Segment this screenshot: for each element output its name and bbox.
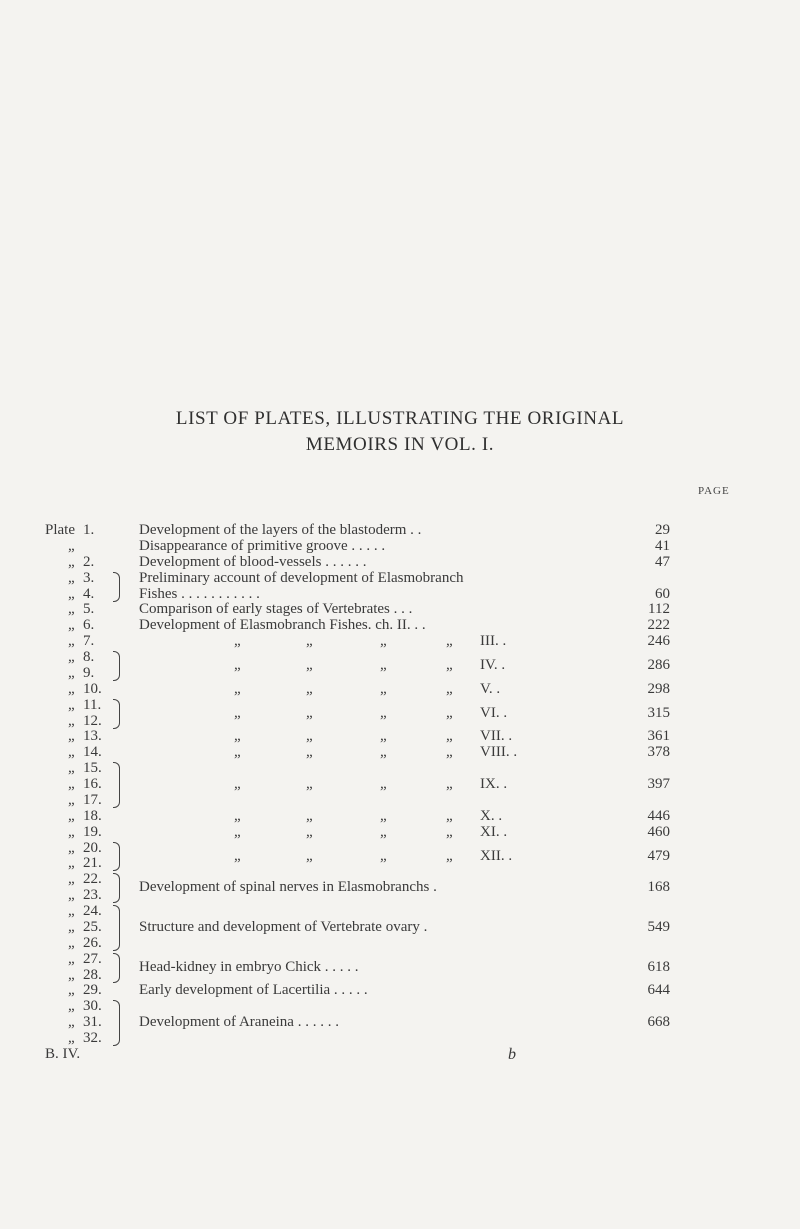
ditto-mark: „ [234, 848, 241, 864]
plate-number: 27. [83, 951, 102, 967]
ditto-mark: „ [446, 633, 453, 649]
ditto-mark: „ [234, 681, 241, 697]
ditto-mark: „ [306, 744, 313, 760]
ditto-mark: „ [446, 728, 453, 744]
ditto-mark: „ [306, 776, 313, 792]
ditto-mark: „ [380, 705, 387, 721]
brace [113, 953, 120, 983]
page-number: 549 [647, 919, 670, 935]
entry-title: Comparison of early stages of Vertebrates . . . [139, 601, 413, 617]
plate-number: 19. [83, 824, 102, 840]
ditto-mark: „ [68, 570, 75, 586]
plate-number: 30. [83, 998, 102, 1014]
chapter-number: V. . [480, 681, 501, 697]
plate-number: 32. [83, 1030, 102, 1046]
ditto-mark: „ [68, 935, 75, 951]
chapter-number: XII. . [480, 848, 513, 864]
ditto-mark: „ [68, 871, 75, 887]
page-number: 246 [647, 633, 670, 649]
ditto-mark: „ [234, 776, 241, 792]
ditto-mark: „ [68, 982, 75, 998]
ditto-mark: „ [68, 998, 75, 1014]
ditto-mark: „ [68, 649, 75, 665]
plate-number: 14. [83, 744, 102, 760]
ditto-mark: „ [68, 744, 75, 760]
plate-label: Plate [45, 522, 75, 538]
chapter-number: VII. . [480, 728, 513, 744]
plate-number: 9. [83, 665, 95, 681]
plate-number: 8. [83, 649, 95, 665]
page-number: 41 [655, 538, 670, 554]
chapter-number: X. . [480, 808, 503, 824]
plate-number: 17. [83, 792, 102, 808]
ditto-mark: „ [446, 848, 453, 864]
entry-title-cont: Fishes . . . . . . . . . . . [139, 586, 260, 602]
entry-title: Structure and development of Vertebrate ovary . [139, 919, 428, 935]
page-number: 644 [647, 982, 670, 998]
page-number: 298 [647, 681, 670, 697]
page-number: 47 [655, 554, 670, 570]
ditto-mark: „ [380, 657, 387, 673]
ditto-mark: „ [234, 808, 241, 824]
ditto-mark: „ [234, 657, 241, 673]
page-number: 479 [647, 848, 670, 864]
ditto-mark: „ [380, 808, 387, 824]
chapter-number: IX. . [480, 776, 508, 792]
page-number: 222 [647, 617, 670, 633]
plate-number: 10. [83, 681, 102, 697]
signature-mark: B. IV. [45, 1046, 81, 1062]
ditto-mark: „ [380, 776, 387, 792]
plate-number: 31. [83, 1014, 102, 1030]
ditto-mark: „ [306, 633, 313, 649]
page-number: 361 [647, 728, 670, 744]
ditto-mark: „ [234, 705, 241, 721]
page-number: 446 [647, 808, 670, 824]
ditto-mark: „ [68, 617, 75, 633]
ditto-mark: „ [380, 824, 387, 840]
ditto-mark: „ [68, 840, 75, 856]
ditto-mark: „ [68, 967, 75, 983]
entry-title: Development of Elasmobranch Fishes. ch. II. . . [139, 617, 426, 633]
ditto-mark: „ [234, 744, 241, 760]
brace [113, 651, 120, 681]
plate-number: 25. [83, 919, 102, 935]
page-number: 286 [647, 657, 670, 673]
heading-line-1: LIST OF PLATES, ILLUSTRATING THE ORIGINAL [175, 408, 625, 429]
ditto-mark: „ [380, 848, 387, 864]
ditto-mark: „ [68, 919, 75, 935]
entry-title: Disappearance of primitive groove . . . . . [139, 538, 386, 554]
entry-title: Early development of Lacertilia . . . . . [139, 982, 368, 998]
ditto-mark: „ [380, 681, 387, 697]
ditto-mark: „ [306, 657, 313, 673]
ditto-mark: „ [234, 728, 241, 744]
ditto-mark: „ [68, 776, 75, 792]
ditto-mark: „ [68, 681, 75, 697]
page-number: 168 [647, 879, 670, 895]
plate-number: 4. [83, 586, 95, 602]
brace [113, 762, 120, 808]
ditto-mark: „ [68, 538, 75, 554]
ditto-mark: „ [68, 633, 75, 649]
page-number: 397 [647, 776, 670, 792]
plate-number: 3. [83, 570, 95, 586]
plate-number: 13. [83, 728, 102, 744]
ditto-mark: „ [306, 705, 313, 721]
ditto-mark: „ [380, 728, 387, 744]
ditto-mark: „ [68, 554, 75, 570]
entry-title: Development of the layers of the blastoderm . . [139, 522, 422, 538]
chapter-number: VI. . [480, 705, 508, 721]
page-number: 460 [647, 824, 670, 840]
page-column-header: PAGE [698, 485, 730, 497]
ditto-mark: „ [68, 586, 75, 602]
chapter-number: IV. . [480, 657, 506, 673]
page-number: 60 [655, 586, 670, 602]
ditto-mark: „ [306, 808, 313, 824]
ditto-mark: „ [68, 855, 75, 871]
ditto-mark: „ [68, 887, 75, 903]
ditto-mark: „ [446, 776, 453, 792]
brace [113, 873, 120, 903]
ditto-mark: „ [446, 824, 453, 840]
plate-number: 16. [83, 776, 102, 792]
entry-title: Head-kidney in embryo Chick . . . . . [139, 959, 359, 975]
ditto-mark: „ [306, 728, 313, 744]
plate-number: 6. [83, 617, 95, 633]
plate-number: 26. [83, 935, 102, 951]
page-number: 618 [647, 959, 670, 975]
entry-title: Development of spinal nerves in Elasmobranchs . [139, 879, 437, 895]
ditto-mark: „ [68, 792, 75, 808]
chapter-number: XI. . [480, 824, 508, 840]
ditto-mark: „ [380, 633, 387, 649]
ditto-mark: „ [68, 808, 75, 824]
plate-number: 2. [83, 554, 95, 570]
ditto-mark: „ [68, 728, 75, 744]
plate-number: 7. [83, 633, 95, 649]
plate-number: 5. [83, 601, 95, 617]
plate-number: 24. [83, 903, 102, 919]
ditto-mark: „ [234, 824, 241, 840]
plate-number: 18. [83, 808, 102, 824]
ditto-mark: „ [306, 848, 313, 864]
plate-number: 28. [83, 967, 102, 983]
plate-number: 21. [83, 855, 102, 871]
plate-number: 11. [83, 697, 102, 713]
ditto-mark: „ [68, 601, 75, 617]
ditto-mark: „ [446, 681, 453, 697]
page-number: 112 [648, 601, 670, 617]
ditto-mark: „ [446, 657, 453, 673]
ditto-mark: „ [68, 951, 75, 967]
entry-title: Development of blood-vessels . . . . . . [139, 554, 367, 570]
page-number: 378 [647, 744, 670, 760]
ditto-mark: „ [68, 824, 75, 840]
ditto-mark: „ [446, 808, 453, 824]
entry-title: Development of Araneina . . . . . . [139, 1014, 339, 1030]
plate-number: 15. [83, 760, 102, 776]
brace [113, 699, 120, 729]
ditto-mark: „ [68, 1030, 75, 1046]
ditto-mark: „ [68, 760, 75, 776]
brace [113, 572, 120, 602]
plate-number: 12. [83, 713, 102, 729]
page-number: 668 [647, 1014, 670, 1030]
ditto-mark: „ [234, 633, 241, 649]
plate-number: 29. [83, 982, 102, 998]
ditto-mark: „ [446, 744, 453, 760]
ditto-mark: „ [306, 824, 313, 840]
page-marker: b [508, 1046, 516, 1063]
ditto-mark: „ [306, 681, 313, 697]
ditto-mark: „ [68, 903, 75, 919]
ditto-mark: „ [68, 1014, 75, 1030]
ditto-mark: „ [68, 713, 75, 729]
brace [113, 842, 120, 871]
ditto-mark: „ [68, 697, 75, 713]
plate-number: 22. [83, 871, 102, 887]
plate-number: 20. [83, 840, 102, 856]
ditto-mark: „ [380, 744, 387, 760]
ditto-mark: „ [446, 705, 453, 721]
brace [113, 1000, 120, 1046]
plate-number: 1. [83, 522, 95, 538]
chapter-number: VIII. . [480, 744, 518, 760]
page-number: 315 [647, 705, 670, 721]
page-number: 29 [655, 522, 670, 538]
brace [113, 905, 120, 951]
chapter-number: III. . [480, 633, 507, 649]
entry-title: Preliminary account of development of Elasmobranch [139, 570, 464, 586]
heading-line-2: MEMOIRS IN VOL. I. [305, 434, 495, 455]
ditto-mark: „ [68, 665, 75, 681]
plate-number: 23. [83, 887, 102, 903]
